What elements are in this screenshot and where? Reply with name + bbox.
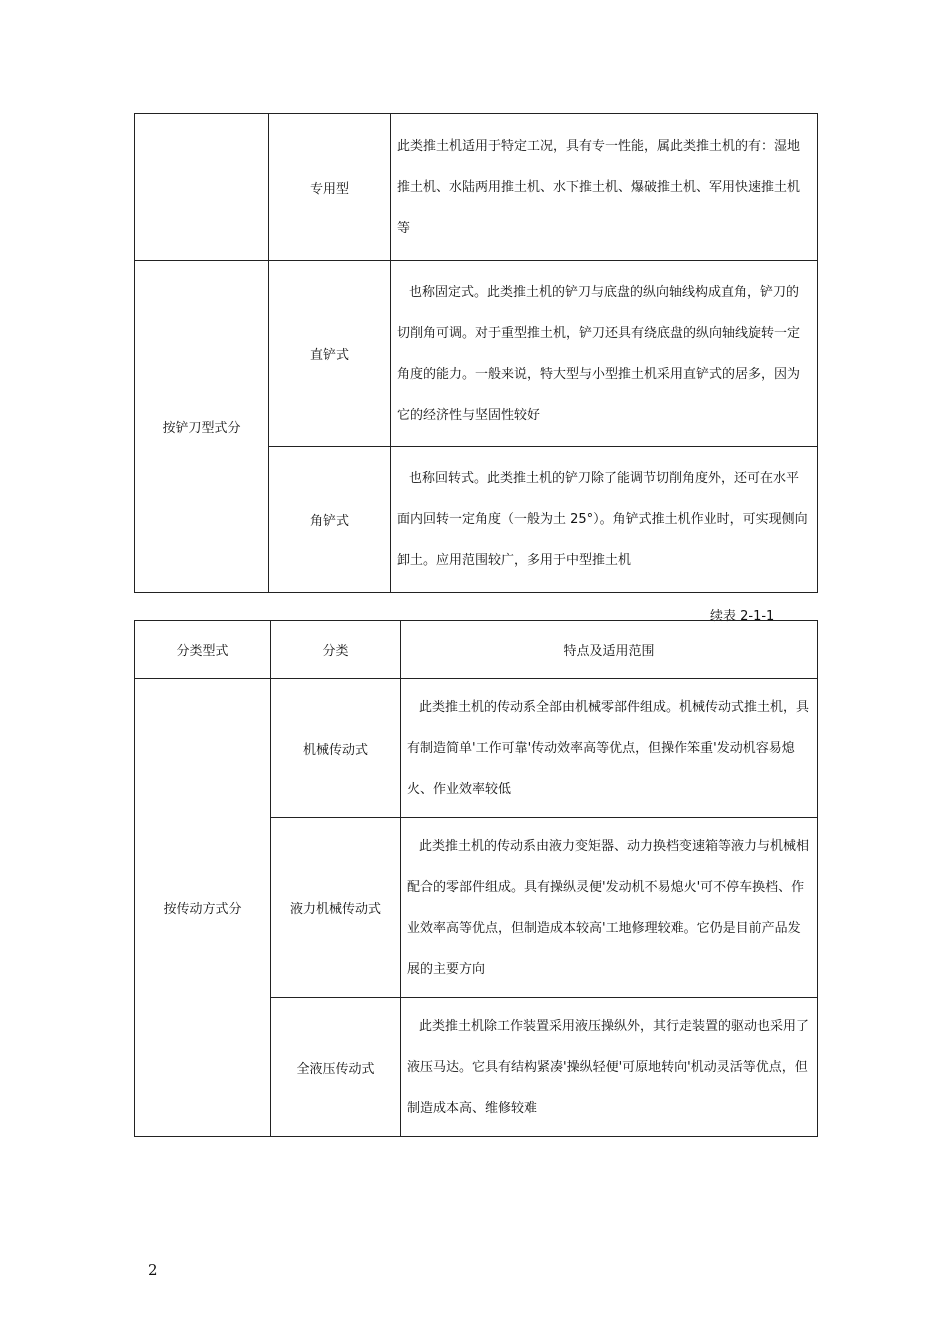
description-cell: 也称固定式。此类推土机的铲刀与底盘的纵向轴线构成直角，铲刀的切削角可调。对于重型推土机，铲刀还具有绕底盘的纵向轴线旋转一定角度的能力。一般来说，特大型与小型推土机采用直铲式的居多，因为它的经济性与坚固性较好 [391,261,818,447]
description-cell: 此类推土机的传动系全部由机械零部件组成。机械传动式推土机，具有制造简单'工作可靠'传动效率高等优点，但操作笨重'发动机容易熄火、作业效率较低 [401,679,818,818]
type-cell: 直铲式 [269,261,391,447]
header-description: 特点及适用范围 [401,621,818,679]
classification-table-part2 [134,620,818,1137]
table-row [135,679,818,818]
description-cell: 也称回转式。此类推土机的铲刀除了能调节切削角度外，还可在水平面内回转一定角度（一般为土 25°）。角铲式推土机作业时，可实现侧向卸土。应用范围较广，多用于中型推土机 [391,447,818,593]
table-header-row [135,621,818,679]
table-row [135,114,818,261]
classification-table-part1 [134,113,818,593]
category-cell: 按铲刀型式分 [135,261,269,593]
header-category: 分类型式 [135,621,271,679]
type-cell: 全液压传动式 [271,998,401,1137]
type-cell: 角铲式 [269,447,391,593]
type-cell: 专用型 [269,114,391,261]
description-cell: 此类推土机适用于特定工况，具有专一性能，属此类推土机的有：湿地推土机、水陆两用推土机、水下推土机、爆破推土机、军用快速推土机等 [391,114,818,261]
category-cell [135,114,269,261]
table-caption: 续表 2-1-1 [710,609,775,624]
type-cell: 液力机械传动式 [271,818,401,998]
table-row [135,261,818,447]
category-cell: 按传动方式分 [135,679,271,1137]
type-cell: 机械传动式 [271,679,401,818]
description-cell: 此类推土机除工作装置采用液压操纵外，其行走装置的驱动也采用了液压马达。它具有结构紧凑'操纵轻便'可原地转向'机动灵活等优点，但制造成本高、维修较难 [401,998,818,1137]
header-type: 分类 [271,621,401,679]
page-number: 2 [148,1261,158,1279]
description-cell: 此类推土机的传动系由液力变矩器、动力换档变速箱等液力与机械相配合的零部件组成。具有操纵灵便'发动机不易熄火'可不停车换档、作业效率高等优点，但制造成本较高'工地修理较难。它仍是目前产品发展的主要方向 [401,818,818,998]
